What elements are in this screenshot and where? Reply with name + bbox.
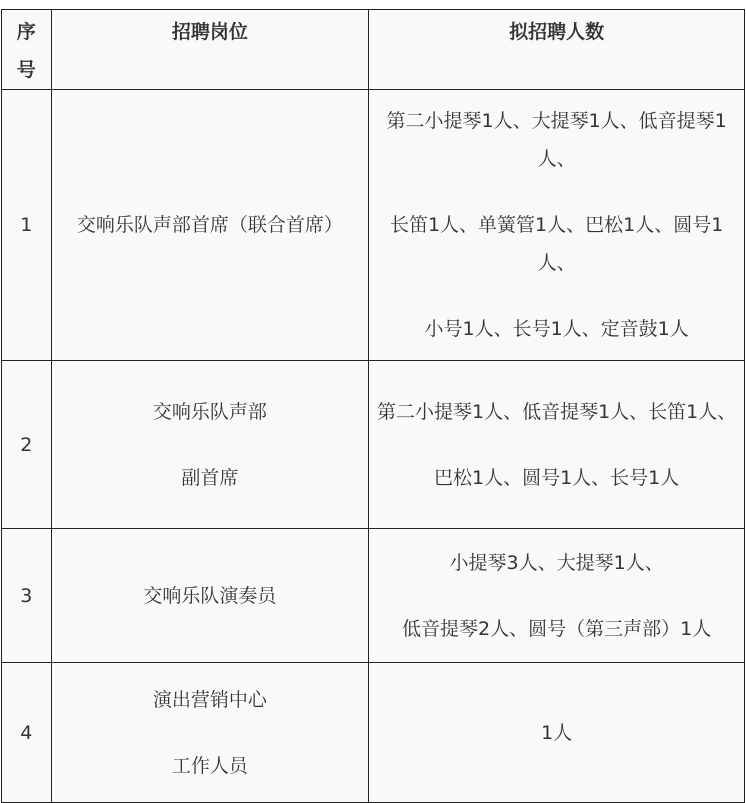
position-text: 演出营销中心 <box>152 688 267 711</box>
header-serial-number: 序号 <box>2 10 52 90</box>
position-text: 工作人员 <box>171 754 248 777</box>
headcount-cell <box>369 529 745 663</box>
headcount-cell <box>369 361 745 529</box>
headcount-text: 第二小提琴1人、大提琴1人、低音提琴1人、 <box>386 110 727 170</box>
headcount-text: 1人 <box>541 721 573 744</box>
headcount-cell <box>369 663 745 803</box>
recruitment-table <box>1 9 745 803</box>
table-row <box>2 663 745 803</box>
position-text: 副首席 <box>181 466 239 489</box>
row-number: 4 <box>2 663 52 803</box>
headcount-text: 低音提琴2人、圆号（第三声部）1人 <box>402 617 712 640</box>
position-cell <box>51 529 369 663</box>
row-number: 2 <box>2 361 52 529</box>
headcount-cell <box>369 90 745 361</box>
table-row <box>2 529 745 663</box>
headcount-text: 第二小提琴1人、低音提琴1人、长笛1人、 <box>376 400 737 423</box>
position-cell <box>51 90 369 361</box>
position-cell <box>51 663 369 803</box>
table-row <box>2 90 745 361</box>
row-number: 1 <box>2 90 52 361</box>
position-cell <box>51 361 369 529</box>
position-text: 交响乐队声部首席（联合首席） <box>76 214 343 236</box>
row-number: 3 <box>2 529 52 663</box>
headcount-text: 小号1人、长号1人、定音鼓1人 <box>424 318 689 340</box>
table-header-row <box>2 10 745 90</box>
headcount-text: 小提琴3人、大提琴1人、 <box>449 551 664 574</box>
header-position: 招聘岗位 <box>51 10 369 90</box>
header-headcount: 拟招聘人数 <box>369 10 745 90</box>
position-text: 交响乐队声部 <box>152 400 267 423</box>
headcount-text: 长笛1人、单簧管1人、巴松1人、圆号1人、 <box>389 214 724 274</box>
headcount-text: 巴松1人、圆号1人、长号1人 <box>433 466 680 489</box>
table-row <box>2 361 745 529</box>
position-text: 交响乐队演奏员 <box>143 584 277 607</box>
